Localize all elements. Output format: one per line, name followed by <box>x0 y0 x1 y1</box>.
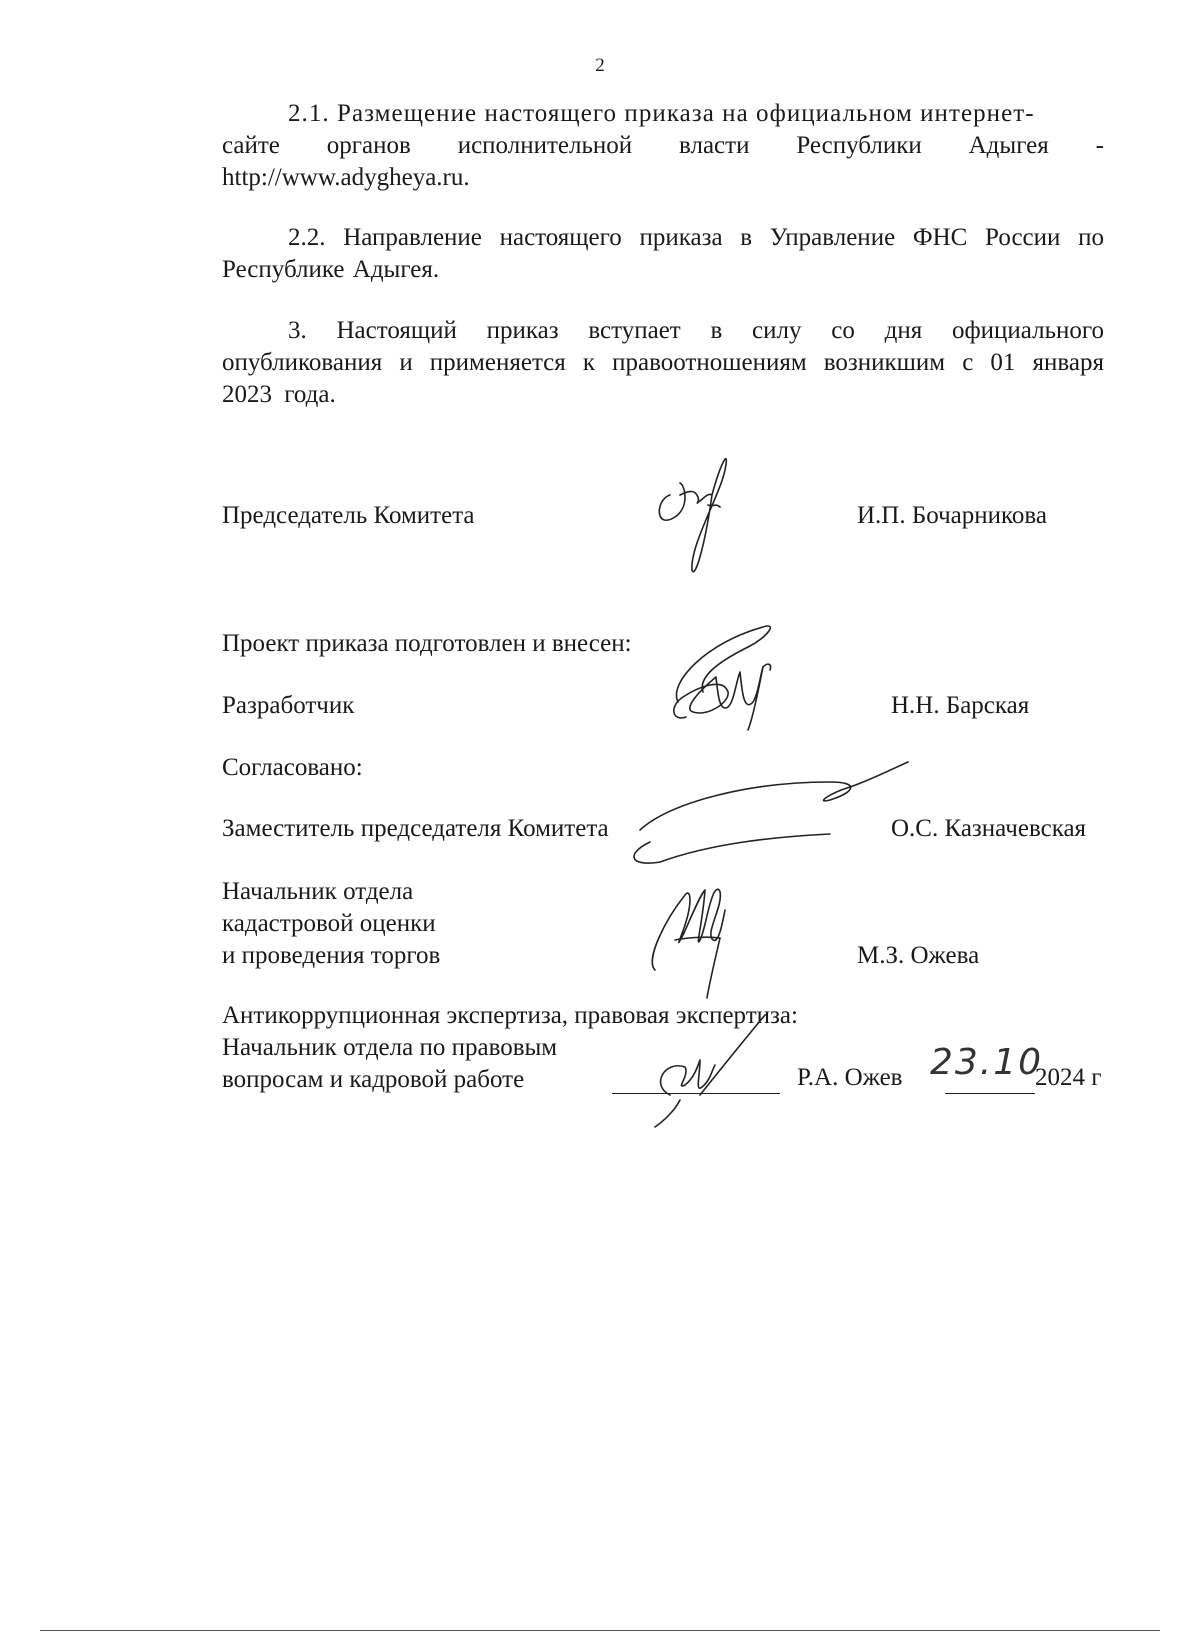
paragraph-3 <box>222 315 1104 411</box>
agreed-heading: Согласовано: <box>222 754 363 781</box>
word: сайте <box>222 132 280 159</box>
paragraph-2-1-line-1-text: 2.1. Размещение настоящего приказа на официальном интернет- <box>288 100 1035 127</box>
head-of-dept-name: М.З. Ожева <box>857 942 980 969</box>
paragraph-2-2 <box>222 222 1104 286</box>
paragraph-3-text: 3. Настоящий приказ вступает в силу со дня официального опубликования и применяется к правоотношениям возникшим с 01 января 2023 года. <box>222 317 1104 408</box>
expertise-title-line: вопросам и кадровой работе <box>222 1066 525 1093</box>
expertise-year: 2024 г <box>1035 1064 1102 1091</box>
expertise-signature <box>640 1015 780 1125</box>
developer-name: Н.Н. Барская <box>891 692 1030 719</box>
paragraph-2-1 <box>222 98 1104 194</box>
head-of-dept-title <box>222 876 440 972</box>
head-title-line: Начальник отдела <box>222 878 414 905</box>
chairman-signature <box>650 455 750 580</box>
paragraph-2-2-text: 2.2. Направление настоящего приказа в Управление ФНС России по Республике Адыгея. <box>222 224 1104 283</box>
head-of-dept-signature <box>645 880 745 1000</box>
head-title-line: кадастровой оценки <box>222 910 436 937</box>
deputy-signature <box>630 772 910 872</box>
project-heading: Проект приказа подготовлен и внесен: <box>222 630 632 657</box>
word: Республики <box>796 132 922 159</box>
chairman-name: И.П. Бочарникова <box>857 502 1047 529</box>
page-number: 2 <box>595 55 605 76</box>
deputy-name: О.С. Казначевская <box>891 815 1087 842</box>
word: власти <box>679 132 750 159</box>
handwritten-date: 23.10 <box>930 1042 1044 1083</box>
developer-signature <box>668 622 798 732</box>
developer-title: Разработчик <box>222 692 355 719</box>
expertise-title <box>222 1032 557 1096</box>
head-title-line: и проведения торгов <box>222 942 441 969</box>
expertise-heading: Антикоррупционная экспертиза, правовая экспертиза: <box>222 1002 798 1029</box>
paragraph-2-1-line-2 <box>222 130 1104 162</box>
deputy-title: Заместитель председателя Комитета <box>222 815 609 842</box>
word: Адыгея <box>968 132 1049 159</box>
website-url: http://www.adygheya.ru. <box>222 164 470 191</box>
paragraph-2-1-line-1 <box>222 98 1104 130</box>
expertise-title-line: Начальник отдела по правовым <box>222 1034 558 1061</box>
chairman-title: Председатель Комитета <box>222 502 475 529</box>
page-bottom-edge <box>40 1630 1160 1631</box>
word: исполнительной <box>457 132 633 159</box>
word: - <box>1095 132 1104 159</box>
expertise-name: Р.А. Ожев <box>797 1064 903 1091</box>
date-line <box>945 1093 1035 1094</box>
word: органов <box>326 132 411 159</box>
